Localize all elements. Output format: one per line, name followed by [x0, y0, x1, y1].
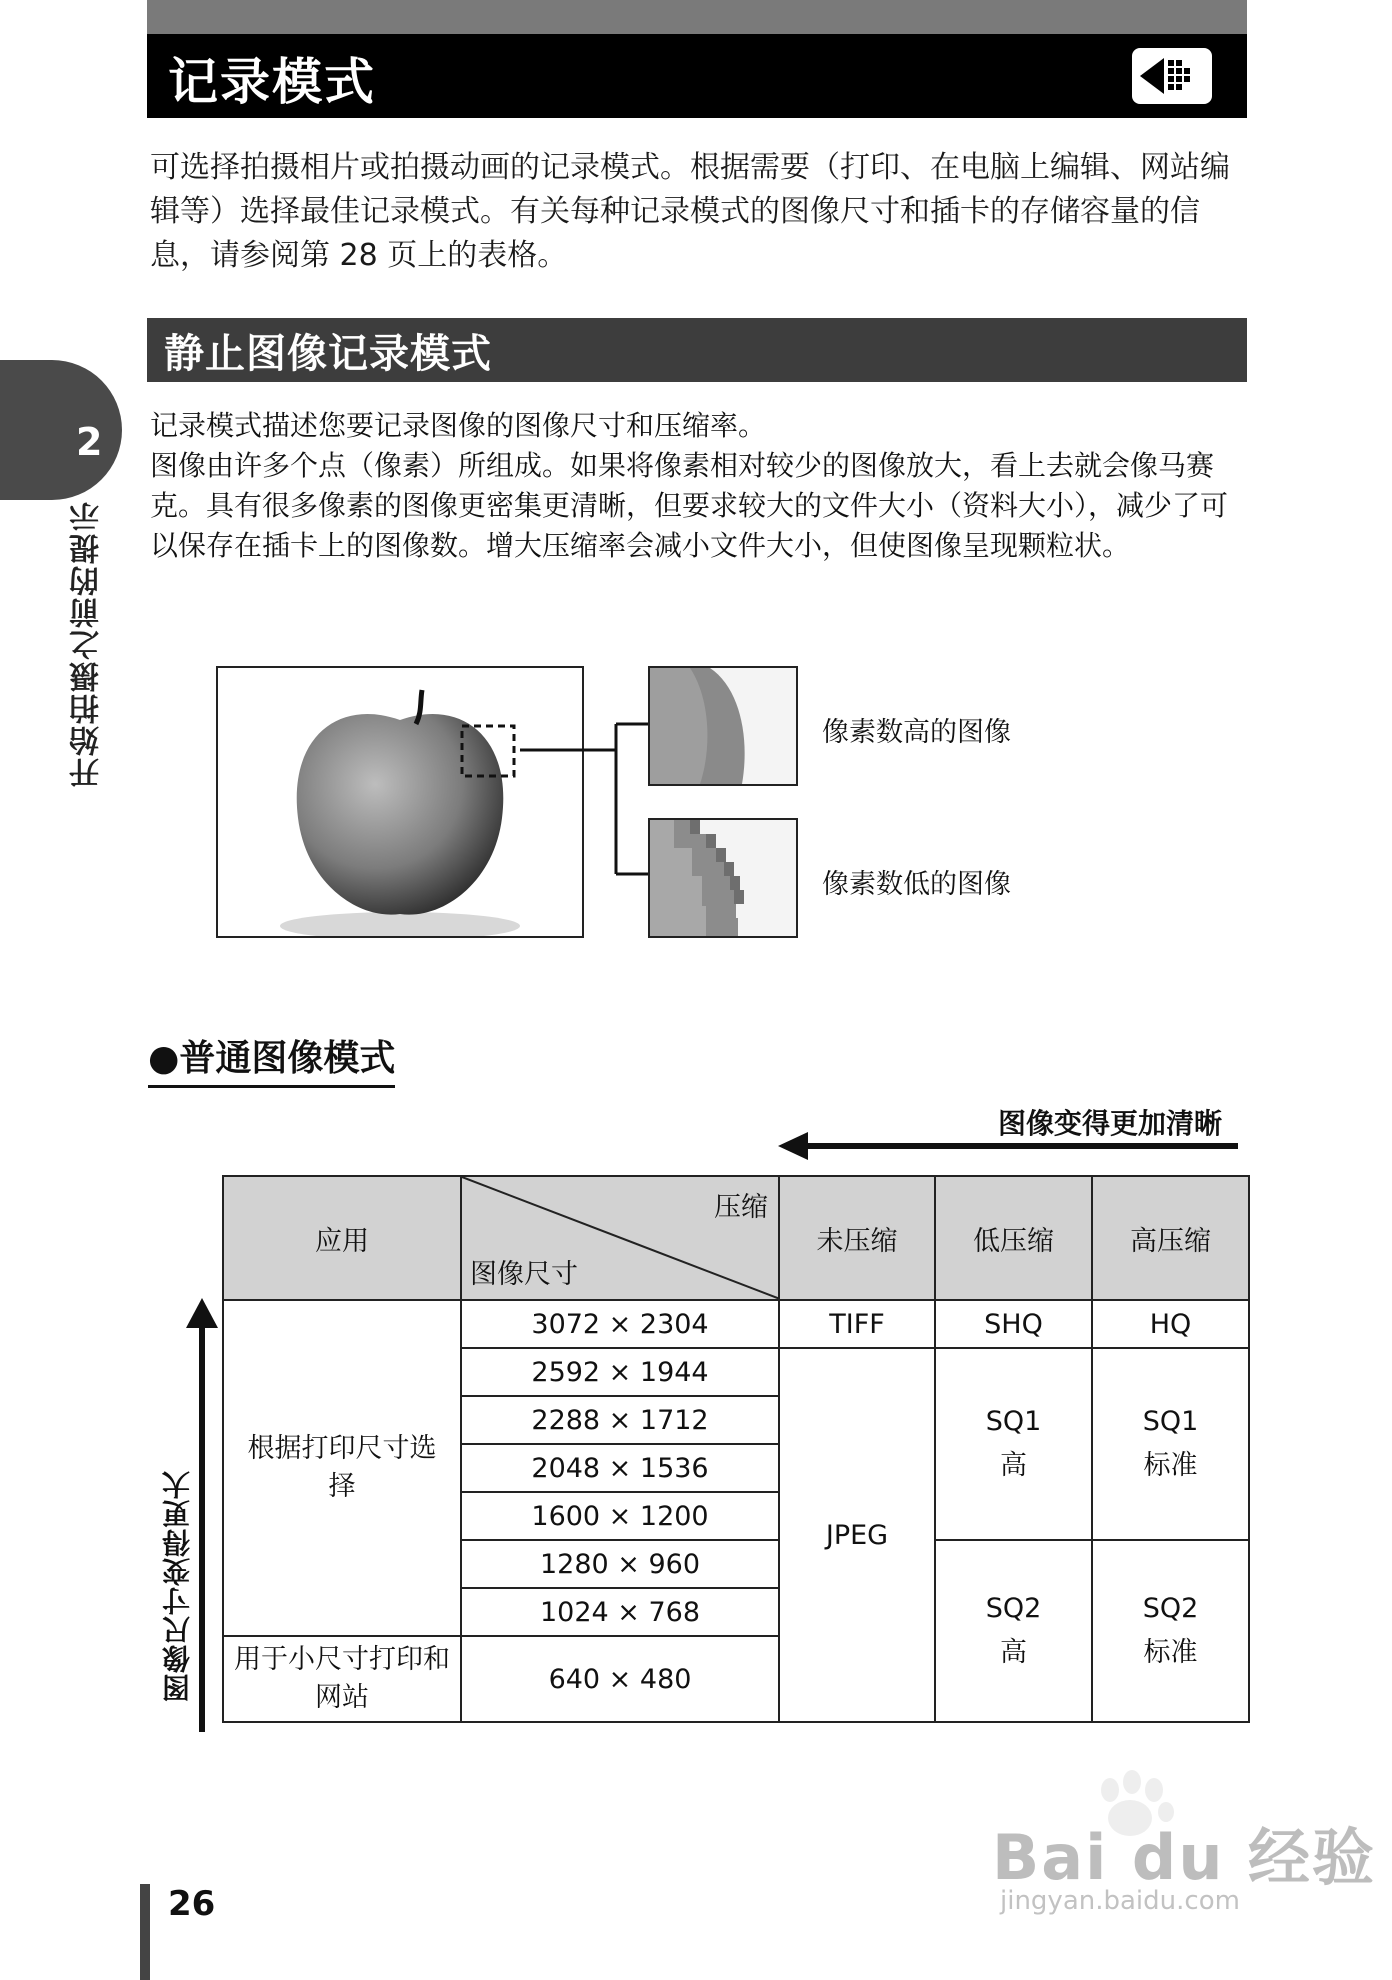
high-pixel-zoom: [648, 666, 798, 786]
watermark-url: jingyan.baidu.com: [1000, 1886, 1240, 1916]
sq1-label: SQ1: [1142, 1406, 1199, 1437]
watermark-brand: Bai du 经验: [992, 1821, 1377, 1894]
sq1-label: SQ1: [985, 1406, 1042, 1437]
page-title: 记录模式: [168, 53, 376, 111]
body-line-2: 图像由许多个点（像素）所组成。如果将像素相对较少的图像放大，看上去就会像马赛克。具有很多像素的图像更密集更清晰，但要求较大的文件大小（资料大小），减少了可以保存在插卡上的图像数。增大压缩率会减小文件大小，但使图像呈现颗粒状。: [150, 449, 1229, 562]
record-mode-table: [222, 1175, 1250, 1723]
header-high-compression: 高压缩: [1092, 1176, 1249, 1300]
page-bar: [140, 1884, 150, 1980]
size-cell: 1280 × 960: [461, 1540, 779, 1588]
subsection-body: [150, 406, 1250, 566]
chapter-label: 开始拍摄之前的提示: [70, 500, 105, 788]
header-application: 应用: [223, 1176, 461, 1300]
clarity-arrow-icon: [778, 1128, 1240, 1164]
sq2-label: SQ2: [1142, 1593, 1199, 1624]
format-sq1-standard: [1092, 1348, 1249, 1540]
app-small-print-web: [223, 1636, 461, 1722]
size-label: 图像尺寸变得更大: [161, 1470, 194, 1702]
page-number: 26: [168, 1884, 216, 1924]
label-low-pixel: 像素数低的图像: [822, 869, 1011, 900]
app-print-text: 根据打印尺寸选择: [247, 1433, 437, 1502]
sq2-quality-standard: 标准: [1143, 1637, 1198, 1668]
size-cell: 2288 × 1712: [461, 1396, 779, 1444]
sq2-label: SQ2: [985, 1593, 1042, 1624]
size-cell: 1024 × 768: [461, 1588, 779, 1636]
format-sq2-standard: [1092, 1540, 1249, 1722]
low-pixel-zoom: [648, 818, 798, 938]
header-corner: [461, 1176, 779, 1300]
header-uncompressed: 未压缩: [779, 1176, 935, 1300]
body-line-1: 记录模式描述您要记录图像的图像尺寸和压缩率。: [150, 409, 767, 442]
label-high-pixel: 像素数高的图像: [822, 717, 1011, 748]
intro-paragraph: 可选择拍摄相片或拍摄动画的记录模式。根据需要（打印、在电脑上编辑、网站编辑等）选择最佳记录模式。有关每种记录模式的图像尺寸和插卡的存储容量的信息，请参阅第 28 页上的表格。: [150, 150, 1230, 273]
chapter-number: 2: [76, 420, 103, 464]
size-cell: 2048 × 1536: [461, 1444, 779, 1492]
size-cell: 3072 × 2304: [461, 1300, 779, 1348]
format-tiff: TIFF: [779, 1300, 935, 1348]
sq1-quality-standard: 标准: [1143, 1450, 1198, 1481]
format-sq2-high: [935, 1540, 1092, 1722]
header-compression: 压缩: [714, 1192, 768, 1223]
chapter-tab: [0, 360, 122, 500]
header-image-size: 图像尺寸: [470, 1259, 578, 1290]
size-cell: 1600 × 1200: [461, 1492, 779, 1540]
section-heading: ●普通图像模式: [148, 1030, 395, 1088]
app-print-size: [223, 1300, 461, 1636]
sq2-quality-high: 高: [1000, 1637, 1027, 1668]
format-sq1-high: [935, 1348, 1092, 1540]
format-shq: SHQ: [935, 1300, 1092, 1348]
sq1-quality-high: 高: [1000, 1450, 1027, 1481]
clarity-label: 图像变得更加清晰: [998, 1107, 1223, 1140]
format-hq: HQ: [1092, 1300, 1249, 1348]
subsection-title: 静止图像记录模式: [164, 331, 492, 377]
size-cell: 2592 × 1944: [461, 1348, 779, 1396]
record-mode-icon: [1132, 48, 1212, 104]
zoom-connector: [520, 700, 650, 900]
app-small-text: 用于小尺寸打印和网站: [234, 1644, 450, 1713]
size-cell: 640 × 480: [461, 1636, 779, 1722]
format-jpeg: JPEG: [779, 1348, 935, 1722]
header-low-compression: 低压缩: [935, 1176, 1092, 1300]
